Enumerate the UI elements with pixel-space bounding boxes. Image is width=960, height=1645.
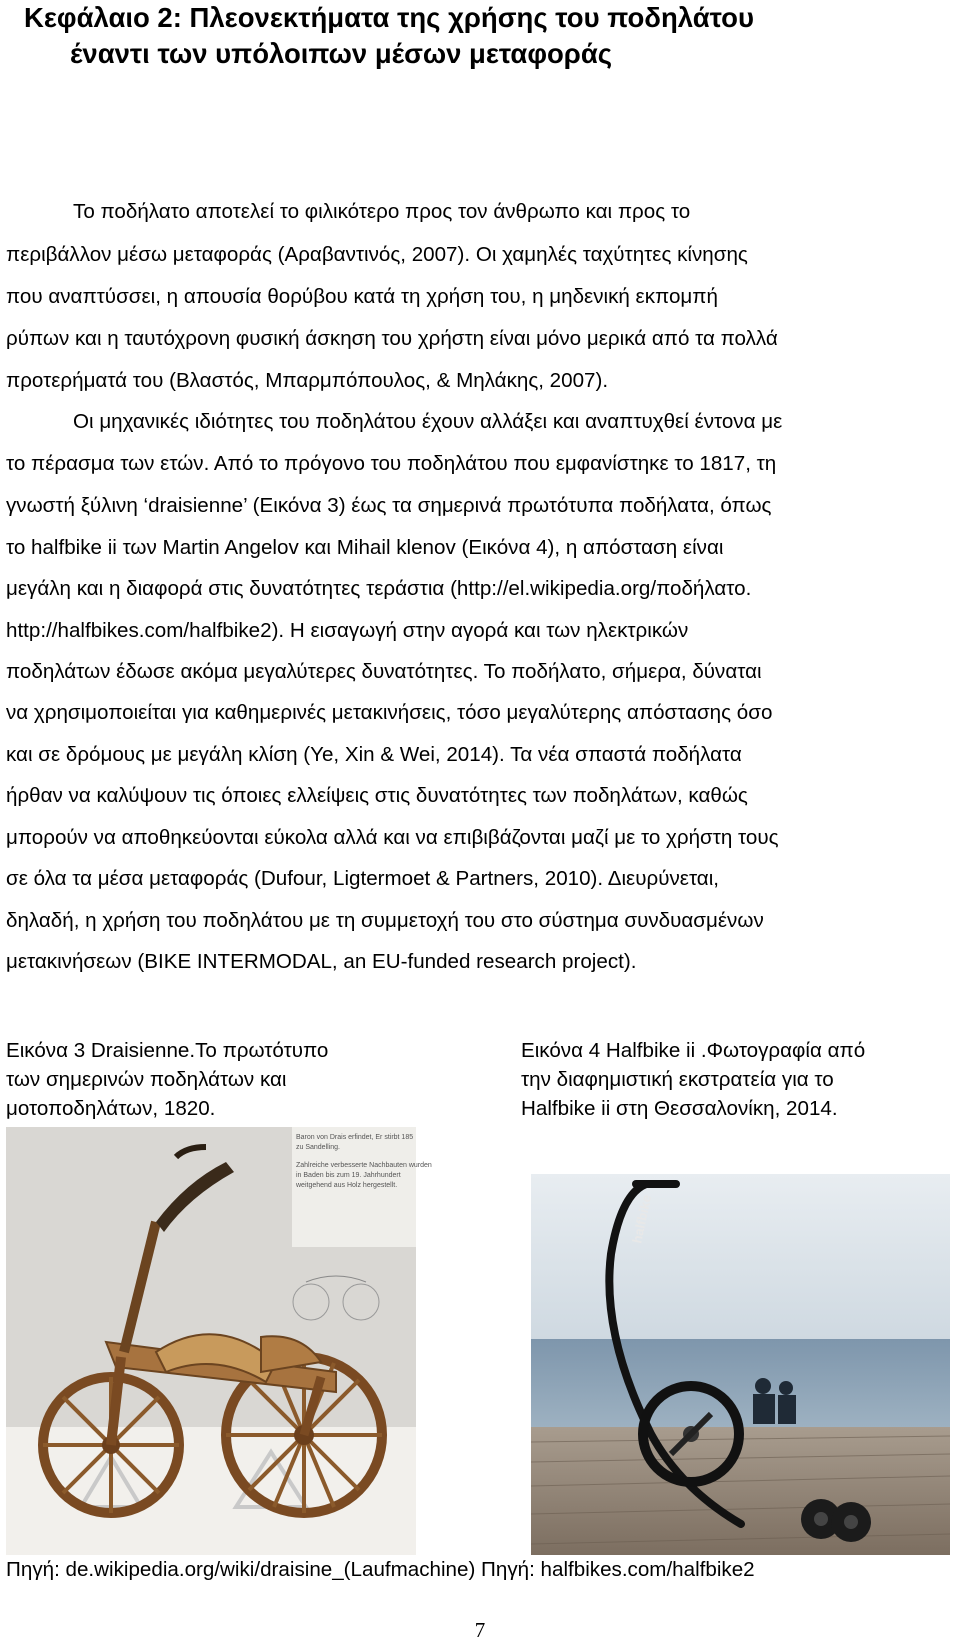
paragraph-1-line: που αναπτύσσει, η απουσία θορύβου κατά τη χρήση του, η μηδενική εκπομπή [6, 285, 718, 308]
page-number: 7 [474, 1618, 486, 1642]
paragraph-2-line: σε όλα τα μέσα μεταφοράς (Dufour, Ligtermoet & Partners, 2010). Διευρύνεται, [6, 867, 719, 890]
plaque-text: weitgehend aus Holz hergestellt. [296, 1182, 398, 1189]
chapter-heading-line-2: έναντι των υπόλοιπων μέσων μεταφοράς [70, 38, 613, 69]
paragraph-2-line: το halfbike ii των Martin Angelov και Mihail klenov (Εικόνα 4), η απόσταση είναι [6, 536, 724, 559]
paragraph-2-line: μπορούν να αποθηκεύονται εύκολα αλλά και να επιβιβάζονται μαζί με το χρήστη τους [6, 826, 779, 849]
paragraph-2-line: να χρησιμοποιείται για καθημερινές μετακινήσεις, τόσο μεγαλύτερης απόστασης όσο [6, 701, 773, 724]
chapter-heading [24, 0, 944, 72]
paragraph-2-line: ήρθαν να καλύψουν τις όποιες ελλείψεις στις δυνατότητες των ποδηλάτων, καθώς [6, 784, 748, 807]
figure-3-caption-line: μοτοποδηλάτων, 1820. [6, 1097, 216, 1120]
paragraph-2-line: ποδηλάτων έδωσε ακόμα μεγαλύτερες δυνατότητες. Το ποδήλατο, σήμερα, δύναται [6, 660, 762, 683]
figure-4-caption-line: Εικόνα 4 Halfbike ii .Φωτογραφία από [521, 1039, 866, 1062]
plaque-text: zu Sandelling. [296, 1144, 340, 1151]
draisienne-photo [6, 1127, 432, 1555]
paragraph-2-line: δηλαδή, η χρήση του ποδηλάτου με τη συμμετοχή του στο σύστημα συνδυασμένων [6, 909, 764, 932]
halfbike-photo [531, 1174, 950, 1555]
image-sources: Πηγή: de.wikipedia.org/wiki/draisine_(Laufmachine) Πηγή: halfbikes.com/halfbike2 [6, 1558, 755, 1581]
paragraph-2-line: το πέρασμα των ετών. Από το πρόγονο του ποδηλάτου που εμφανίστηκε το 1817, τη [6, 452, 777, 475]
halfbike-logo: halfbike [629, 1193, 655, 1245]
figure-4-caption [521, 1036, 865, 1123]
paragraph-2-line: γνωστή ξύλινη ‘draisienne’ (Εικόνα 3) έως τα σημερινά πρωτότυπα ποδήλατα, όπως [6, 494, 772, 517]
paragraph-2-line: μετακινήσεων (BIKE INTERMODAL, an EU-funded research project). [6, 950, 637, 973]
paragraph-1-line: ρύπων και η ταυτόχρονη φυσική άσκηση του χρήστη είναι μόνο μερικά από τα πολλά [6, 327, 778, 350]
figure-4-caption-line: την διαφημιστική εκστρατεία για το [521, 1068, 834, 1091]
plaque-text: in Baden bis zum 19. Jahrhundert [296, 1172, 401, 1179]
paragraph-2-line: Οι μηχανικές ιδιότητες του ποδηλάτου έχουν αλλάξει και αναπτυχθεί έντονα με [73, 410, 783, 433]
paragraph-1-line: περιβάλλον μέσω μεταφοράς (Αραβαντινός, 2007). Οι χαμηλές ταχύτητες κίνησης [6, 243, 748, 266]
paragraph-1-line: Το ποδήλατο αποτελεί το φιλικότερο προς τον άνθρωπο και προς το [73, 200, 691, 223]
plaque-text: Zahlreiche verbesserte Nachbauten wurden [296, 1162, 432, 1169]
halfbike-illustration [531, 1174, 950, 1555]
paragraph-2-line: μεγάλη και η διαφορά στις δυνατότητες τεράστια (http://el.wikipedia.org/ποδήλατο. [6, 577, 752, 600]
figure-3-caption-line: των σημερινών ποδηλάτων και [6, 1068, 287, 1091]
paragraph-2-line: και σε δρόμους με μεγάλη κλίση (Ye, Xin & Wei, 2014). Τα νέα σπαστά ποδήλατα [6, 743, 742, 766]
figure-3-caption [6, 1036, 328, 1123]
paragraph-1-line: προτερήματά του (Βλαστός, Μπαρμπόπουλος, & Μηλάκης, 2007). [6, 369, 609, 392]
chapter-heading-line-1: Κεφάλαιο 2: Πλεονεκτήματα της χρήσης του ποδηλάτου [24, 2, 754, 33]
figure-4-caption-line: Halfbike ii στη Θεσσαλονίκη, 2014. [521, 1097, 838, 1120]
plaque-text: Baron von Drais erfindet, Er stirbt 185 [296, 1134, 414, 1141]
draisienne-illustration [6, 1127, 432, 1555]
paragraph-2-line: http://halfbikes.com/halfbike2). Η εισαγωγή στην αγορά και των ηλεκτρικών [6, 619, 689, 642]
figure-3-caption-line: Εικόνα 3 Draisienne.Το πρωτότυπο [6, 1039, 329, 1062]
